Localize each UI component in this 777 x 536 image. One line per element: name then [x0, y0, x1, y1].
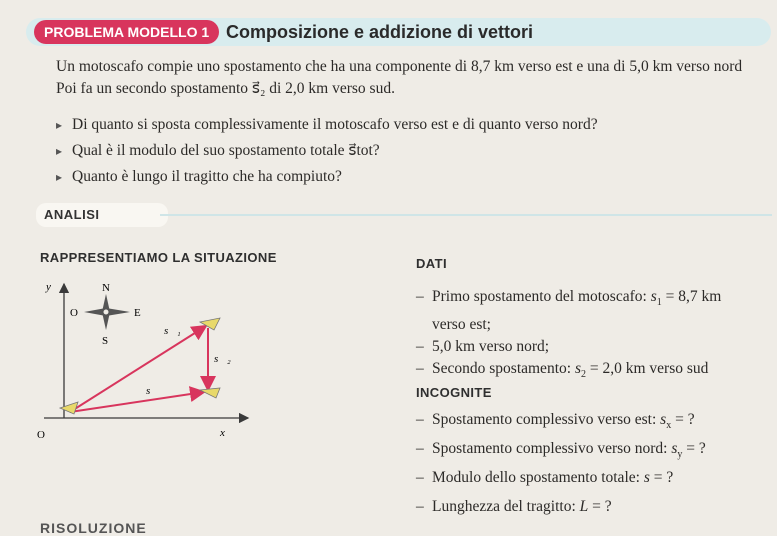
- question-item: ▸ Qual è il modulo del suo spostamento totale s⃗tot?: [56, 138, 598, 164]
- compass-icon: [84, 294, 130, 330]
- incognita-item: – Spostamento complessivo verso est: $s_x$ = ?: [416, 408, 706, 437]
- problem-line-2: Poi fa un secondo spostamento s⃗₂ di 2,0 km verso sud.: [56, 80, 395, 97]
- dati-item: – Secondo spostamento: $s_2 = 2,0$ km verso sud: [416, 358, 721, 386]
- vector-s1: [70, 326, 206, 412]
- section-title: Composizione e addizione di vettori: [226, 22, 534, 42]
- incognita-item: – Lunghezza del tragitto: L = ?: [416, 495, 706, 524]
- compass-s-label: S: [102, 335, 109, 347]
- compass-n-label: N: [102, 282, 110, 294]
- analisi-divider: [160, 214, 772, 216]
- dati-list: [416, 286, 721, 386]
- analisi-heading: ANALISI: [36, 203, 168, 227]
- problem-badge: PROBLEMA MODELLO 1: [34, 20, 219, 44]
- dati-heading: DATI: [416, 256, 447, 271]
- vector-s1-label: s⃗₁: [164, 325, 181, 337]
- risoluzione-heading: RISOLUZIONE: [40, 520, 147, 536]
- question-list: [56, 112, 598, 190]
- vector-s-label: s⃗: [146, 385, 159, 397]
- incognita-item: – Spostamento complessivo verso nord: $s_y$ = ?: [416, 437, 706, 466]
- compass-o-label: O: [70, 307, 78, 319]
- dati-item: – Primo spostamento del motoscafo: $s_1 = 8,7$ km verso est;: [416, 286, 721, 336]
- incognita-item: – Modulo dello spostamento totale: s = ?: [416, 466, 706, 495]
- vector-s: [70, 392, 204, 412]
- question-item: ▸ Quanto è lungo il tragitto che ha compiuto?: [56, 164, 598, 190]
- dati-item: – 5,0 km verso nord;: [416, 336, 721, 358]
- rappresentiamo-heading: RAPPRESENTIAMO LA SITUAZIONE: [40, 250, 277, 265]
- compass-e-label: E: [134, 307, 141, 319]
- y-axis-label: y: [46, 281, 51, 293]
- vector-diagram: [34, 278, 256, 448]
- question-item: ▸ Di quanto si sposta complessivamente il motoscafo verso est e di quanto verso nord?: [56, 112, 598, 138]
- problem-line-1: Un motoscafo compie uno spostamento che ha una componente di 8,7 km verso est e una di 5,0 km verso nord: [56, 58, 743, 75]
- origin-label: O: [37, 429, 45, 441]
- problem-text: [56, 56, 771, 100]
- incognite-list: [416, 408, 706, 524]
- vector-s2-label: s⃗₂: [214, 353, 231, 365]
- incognite-heading: INCOGNITE: [416, 385, 492, 400]
- x-axis-label: x: [220, 427, 225, 439]
